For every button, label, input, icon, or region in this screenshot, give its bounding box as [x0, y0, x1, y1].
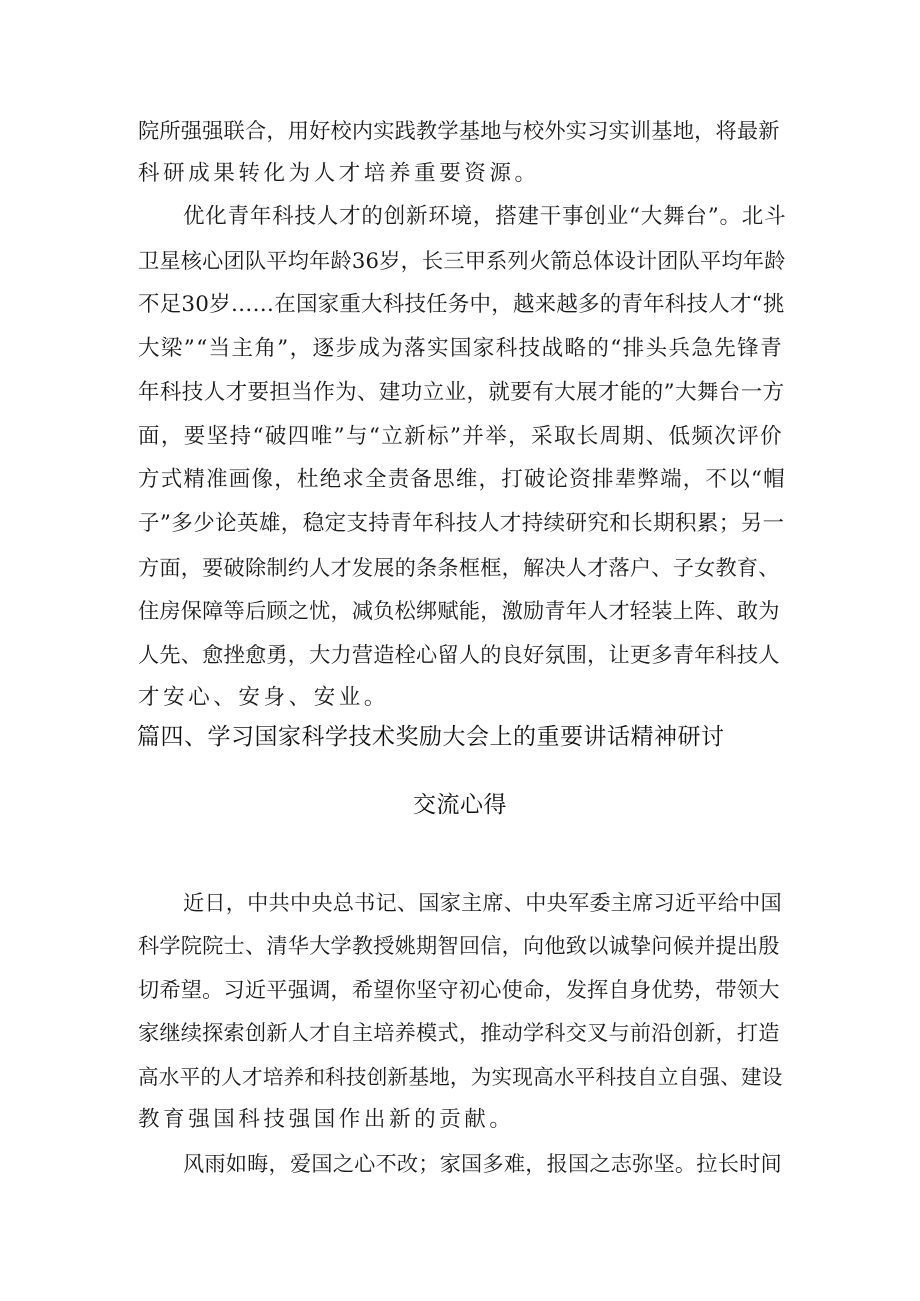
body-text-line: 家继续探索创新人才自主培养模式，推动学科交叉与前沿创新，打造	[138, 1020, 780, 1045]
body-text-line: 卫星核心团队平均年龄36岁，长三甲系列火箭总体设计团队平均年龄	[138, 248, 786, 273]
paragraph-first-line: 近日，中共中央总书记、国家主席、中央军委主席习近平给中国	[183, 890, 782, 915]
body-text-line: 方面，要破除制约人才发展的条条框框，解决人才落户、子女教育、	[138, 555, 780, 580]
body-text-line: 高水平的人才培养和科技创新基地，为实现高水平科技自立自强、建设	[138, 1065, 783, 1089]
body-text-line: 年科技人才要担当作为、建功立业，就要有大展才能的”大舞台一方	[138, 380, 785, 405]
paragraph-first-line: 优化青年科技人才的创新环境，搭建干事创业“大舞台”。北斗	[183, 204, 787, 229]
body-text-line: 院所强强联合，用好校内实践教学基地与校外实习实训基地，将最新	[138, 118, 780, 143]
body-text-line: 才安心、安身、安业。	[138, 685, 390, 710]
body-text-line: 面，要坚持“破四唯”与“立新标”并举，采取长周期、低频次评价	[138, 424, 783, 449]
section-heading-continued: 交流心得	[413, 792, 507, 818]
body-text-line: 切希望。习近平强调，希望你坚守初心使命，发挥自身优势，带领大	[138, 977, 780, 1002]
body-text-line: 教育强国科技强国作出新的贡献。	[138, 1107, 515, 1132]
body-text-line: 方式精准画像，杜绝求全责备思维，打破论资排辈弊端，不以“帽	[138, 467, 786, 492]
paragraph-first-line: 风雨如晦，爱国之心不改；家国多难，报国之志弥坚。拉长时间	[183, 1151, 782, 1176]
body-text-line: 住房保障等后顾之忧，减负松绑赋能，激励青年人才轻装上阵、敢为	[138, 598, 780, 623]
body-text-line: 科研成果转化为人才培养重要资源。	[138, 161, 540, 186]
section-heading: 篇四、学习国家科学技术奖励大会上的重要讲话精神研讨	[137, 724, 725, 750]
body-text-line: 子”多少论英雄，稳定支持青年科技人才持续研究和长期积累；另一	[138, 511, 785, 536]
body-text-line: 大梁”“当主角”，逐步成为落实国家科技战略的“排头兵急先锋青	[138, 336, 783, 361]
body-text-line: 不足30岁……在国家重大科技任务中，越来越多的青年科技人才“挑	[138, 292, 785, 317]
body-text-line: 人先、愈挫愈勇，大力营造栓心留人的良好氛围，让更多青年科技人	[138, 642, 780, 667]
body-text-line: 科学院院士、清华大学教授姚期智回信，向他致以诚挚问候并提出殷	[138, 933, 780, 958]
